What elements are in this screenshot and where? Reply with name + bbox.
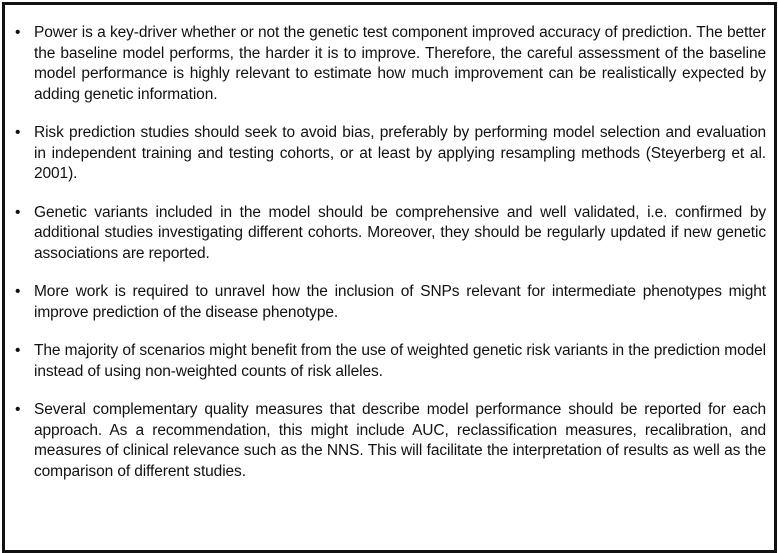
list-item-genetic-variants	[5, 203, 774, 265]
recommendations-box	[2, 2, 777, 553]
list-item-text: Power is a key-driver whether or not the genetic test component improved accuracy of prediction. The better the baseline model performs, the harder it is to improve. Therefore, the careful assessment of the baseline model performance is highly relevant to estimate how much improvement can be realistically expected by adding genetic information.	[34, 24, 766, 103]
list-item-power	[5, 23, 774, 105]
list-item-bias	[5, 123, 774, 185]
recommendation-list	[5, 23, 774, 500]
list-item-text: More work is required to unravel how the inclusion of SNPs relevant for intermediate phenotypes might improve prediction of the disease phenotype.	[34, 283, 766, 321]
bullet-icon: •	[15, 401, 21, 418]
list-item-quality-measures	[5, 400, 774, 482]
list-item-weighted-variants	[5, 341, 774, 382]
list-item-text: Genetic variants included in the model should be comprehensive and well validated, i.e. confirmed by additional studies investigating different cohorts. Moreover, they should be regularly updated if new genetic associations are reported.	[34, 203, 766, 262]
list-item-text: Risk prediction studies should seek to avoid bias, preferably by performing model selection and evaluation in independent training and testing cohorts, or at least by applying resampling methods (Steyerberg et al. 2001).	[34, 124, 766, 182]
bullet-icon: •	[15, 342, 21, 359]
bullet-icon: •	[15, 283, 21, 300]
list-item-text: Several complementary quality measures that describe model performance should be reported for each approach. As a recommendation, this might include AUC, reclassification measures, recalibration, and measures of clinical relevance such as the NNS. This will facilitate the interpretation of results as well as the comparison of different studies.	[34, 401, 766, 480]
bullet-icon: •	[15, 124, 21, 141]
bullet-icon: •	[15, 203, 21, 221]
list-item-intermediate-phenotypes	[5, 282, 774, 323]
list-item-text: The majority of scenarios might benefit from the use of weighted genetic risk variants in the prediction model instead of using non-weighted counts of risk alleles.	[34, 342, 766, 380]
bullet-icon: •	[15, 24, 21, 41]
